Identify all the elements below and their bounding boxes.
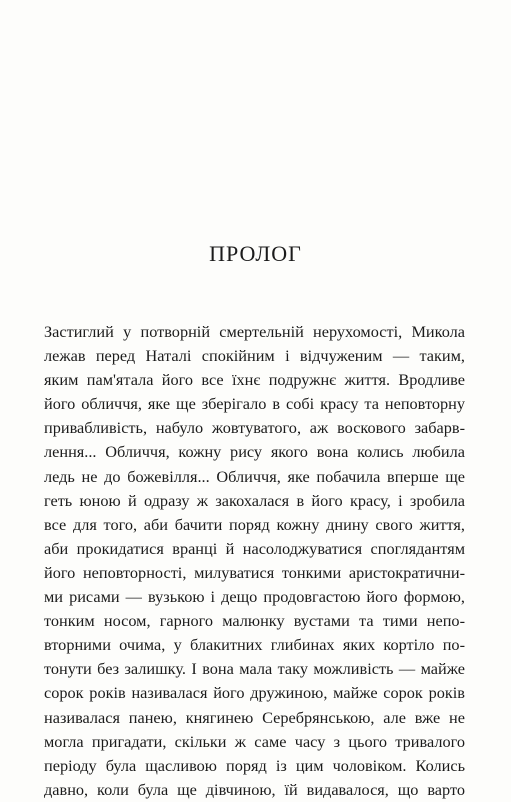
text-line: вторними очима, у блакитних глибинах яких кортіло по- (44, 635, 465, 655)
text-line: лежав перед Наталі спокійним і відчуженим — таким, (44, 346, 465, 366)
text-line: яким пам'ятала його все їхнє подружнє життя. Вродливе (44, 370, 465, 390)
body-text (44, 320, 465, 802)
text-line: могла пригадати, скільки ж саме часу з цього тривалого (44, 731, 465, 751)
text-line: давно, коли була ще дівчиною, їй видавалося, що варто (44, 779, 465, 799)
text-line: сорок років називалася його дружиною, майже сорок років (44, 683, 465, 703)
text-line: Застиглий у потворній смертельній нерухомості, Микола (44, 322, 465, 341)
text-line: привабливість, набуло жовтуватого, аж воскового забарв- (44, 418, 465, 438)
text-line: періоду була щасливою поряд із цим чоловіком. Колись (44, 755, 465, 775)
chapter-title: ПРОЛОГ (209, 241, 302, 266)
text-line: його обличчя, яке ще зберігало в собі красу та неповторну (44, 394, 465, 414)
text-line: аби прокидатися вранці й насолоджуватися споглядантям (44, 538, 465, 558)
text-line: лення... Обличчя, кожну рису якого вона колись любила (44, 442, 465, 462)
text-line: його неповторності, милуватися тонкими аристократични- (44, 562, 465, 582)
text-line: все для того, аби бачити поряд кожну днину свого життя, (44, 514, 465, 534)
text-line: ми рисами — вузькою і дещо продовгастою його формою, (44, 587, 465, 607)
text-line: геть юною й одразу ж закохалася в його красу, і зробила (44, 490, 465, 510)
text-line: тонути без залишку. І вона мала таку можливість — майже (44, 659, 465, 679)
text-line: тонким носом, гарного малюнку вустами та тими непо- (44, 611, 465, 631)
text-line: називалася панею, княгинею Серебрянською, але вже не (44, 707, 465, 727)
text-line: ледь не до божевілля... Обличчя, яке побачила вперше ще (44, 466, 465, 486)
